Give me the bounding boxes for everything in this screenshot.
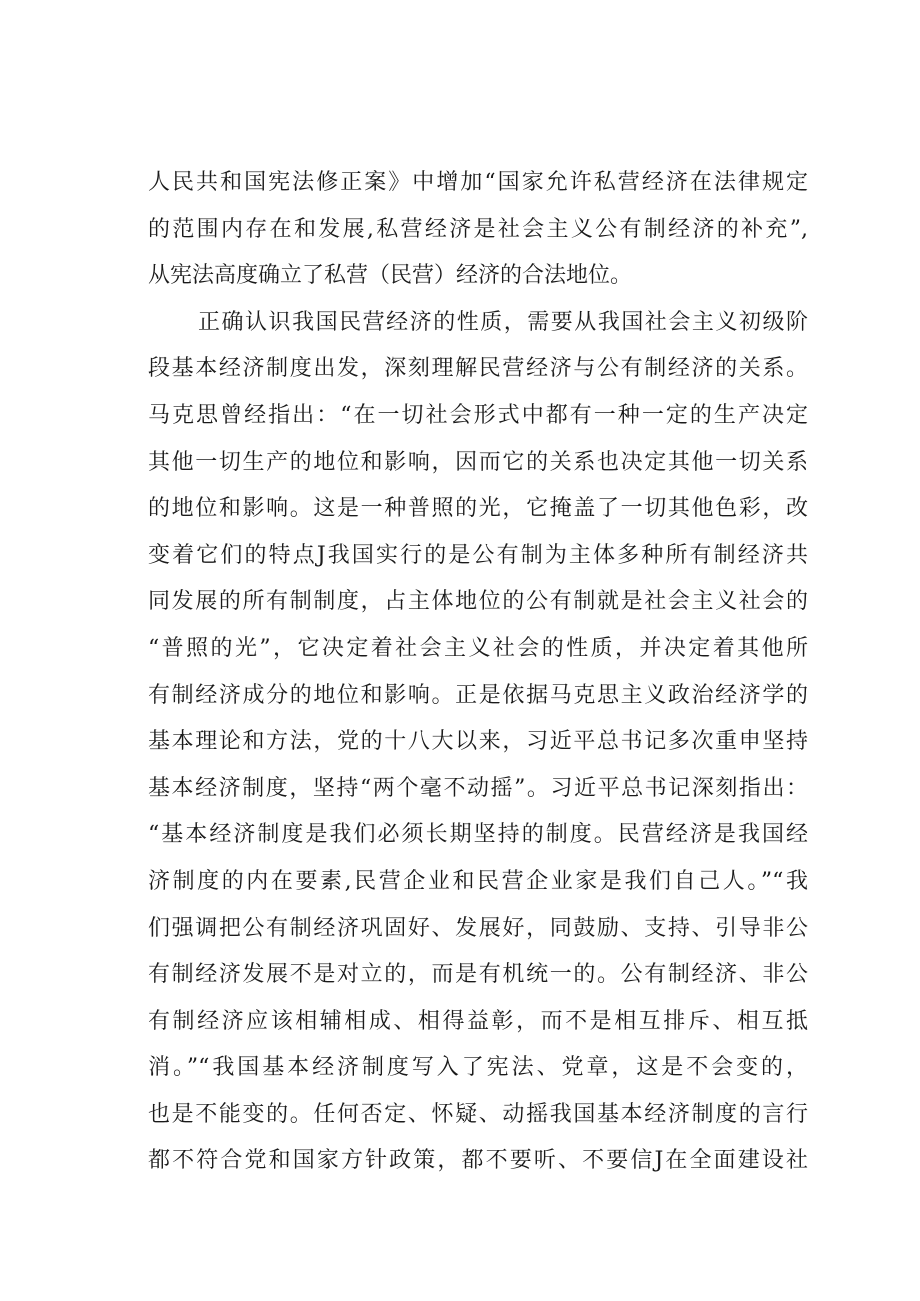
text-line: 们强调把公有制经济巩固好、发展好，同鼓励、支持、引导非公 xyxy=(148,915,808,941)
text-line: 马克思曾经指出：“在一切社会形式中都有一种一定的生产决定 xyxy=(148,402,808,428)
text-line: 基本经济制度，坚持“两个毫不动摇”。习近平总书记深刻指出： xyxy=(148,775,808,801)
text-line: 基本理论和方法，党的十八大以来，习近平总书记多次重申坚持 xyxy=(148,729,808,755)
text-line: 段基本经济制度出发，深刻理解民营经济与公有制经济的关系。 xyxy=(148,356,808,382)
text-line: 同发展的所有制制度，占主体地位的公有制就是社会主义社会的 xyxy=(148,589,808,615)
text-line: 的地位和影响。这是一种普照的光，它掩盖了一切其他色彩，改 xyxy=(148,496,808,522)
text-line: 其他一切生产的地位和影响，因而它的关系也决定其他一切关系 xyxy=(148,449,808,475)
paragraph-first-line: 正确认识我国民营经济的性质，需要从我国社会主义初级阶 xyxy=(198,309,808,335)
text-line: “基本经济制度是我们必须长期坚持的制度。民营经济是我国经 xyxy=(148,822,808,848)
text-line: “普照的光”，它决定着社会主义社会的性质，并决定着其他所 xyxy=(148,635,808,661)
text-line: 有制经济成分的地位和影响。正是依据马克思主义政治经济学的 xyxy=(148,682,808,708)
text-line: 都不符合党和国家方针政策，都不要听、不要信J在全面建设社 xyxy=(148,1148,808,1174)
text-line: 变着它们的特点J我国实行的是公有制为主体多种所有制经济共 xyxy=(148,542,808,568)
text-line: 也是不能变的。任何否定、怀疑、动摇我国基本经济制度的言行 xyxy=(148,1101,808,1127)
text-line: 有制经济应该相辅相成、相得益彰，而不是相互排斥、相互抵 xyxy=(148,1008,808,1034)
text-line: 人民共和国宪法修正案》中增加“国家允许私营经济在法律规定 xyxy=(148,170,808,195)
text-line: 有制经济发展不是对立的，而是有机统一的。公有制经济、非公 xyxy=(148,962,808,988)
text-line: 的范围内存在和发展,私营经济是社会主义公有制经济的补充”, xyxy=(148,216,808,242)
text-line: 济制度的内在要素,民营企业和民营企业家是我们自己人。”“我 xyxy=(148,868,808,894)
paragraph-end-line: 从宪法高度确立了私营（民营）经济的合法地位。 xyxy=(148,263,633,289)
text-line: 消。”“我国基本经济制度写入了宪法、党章，这是不会变的， xyxy=(148,1055,808,1081)
body-text xyxy=(148,160,808,1185)
